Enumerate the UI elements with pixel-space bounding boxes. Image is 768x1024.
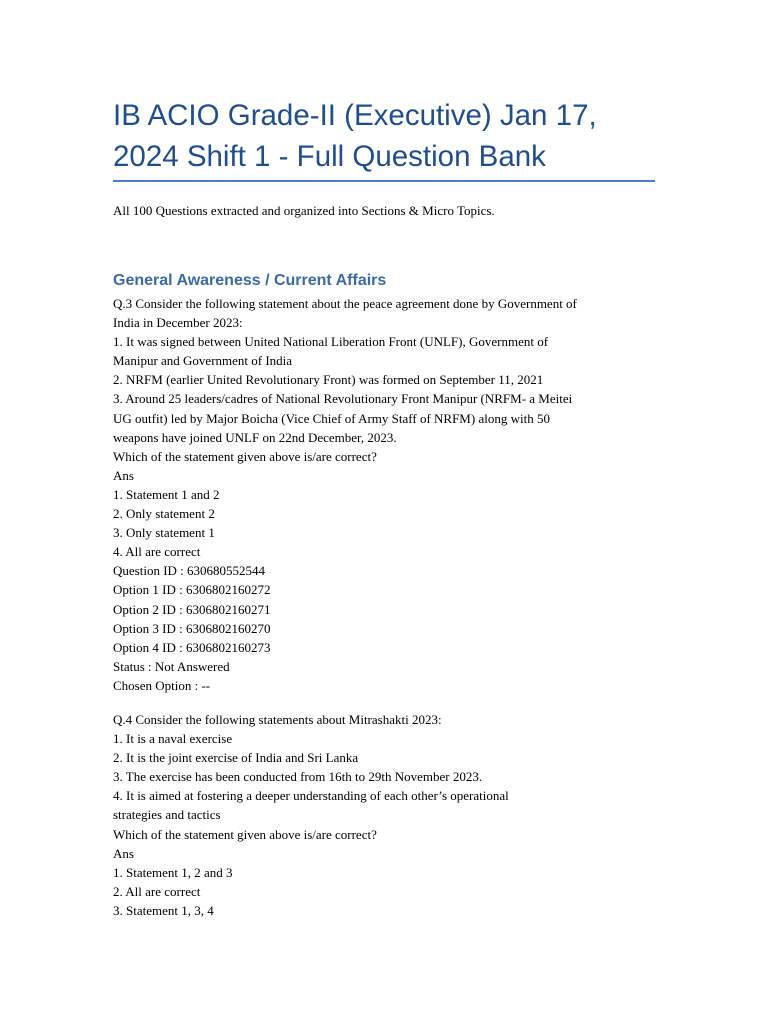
q4-line: 1. Statement 1, 2 and 3 xyxy=(113,864,233,880)
q3-line: Option 3 ID : 6306802160270 xyxy=(113,620,271,636)
title-line-2: 2024 Shift 1 - Full Question Bank xyxy=(113,140,546,173)
question-4 xyxy=(113,710,658,920)
q3-line: 4. All are correct xyxy=(113,544,201,560)
intro-text: All 100 Questions extracted and organized into Sections & Micro Topics. xyxy=(113,203,495,218)
q3-line: Which of the statement given above is/are correct? xyxy=(113,448,377,464)
q3-line: Option 4 ID : 6306802160273 xyxy=(113,639,271,655)
q4-line: Which of the statement given above is/are correct? xyxy=(113,826,377,842)
q4-line: Ans xyxy=(113,845,134,861)
q3-line: India in December 2023: xyxy=(113,315,243,331)
q3-line: Manipur and Government of India xyxy=(113,353,293,369)
q3-line: Option 2 ID : 6306802160271 xyxy=(113,601,271,617)
q4-line: 1. It is a naval exercise xyxy=(113,731,233,747)
q3-line: Ans xyxy=(113,467,134,483)
q3-line: 2. Only statement 2 xyxy=(113,506,215,522)
title-divider xyxy=(113,180,655,182)
section-heading: General Awareness / Current Affairs xyxy=(113,272,387,289)
q3-line: Question ID : 630680552544 xyxy=(113,563,266,579)
q4-line: 3. The exercise has been conducted from 16th to 29th November 2023. xyxy=(113,769,483,785)
q4-line: Q.4 Consider the following statements about Mitrashakti 2023: xyxy=(113,712,442,727)
q4-line: strategies and tactics xyxy=(113,807,221,823)
q4-line: 4. It is aimed at fostering a deeper understanding of each other’s operational xyxy=(113,788,509,804)
q4-line: 3. Statement 1, 3, 4 xyxy=(113,902,214,918)
q3-line: 1. Statement 1 and 2 xyxy=(113,486,220,502)
q4-line: 2. All are correct xyxy=(113,883,201,899)
q3-line: Chosen Option : -- xyxy=(113,677,211,693)
q3-line: 3. Around 25 leaders/cadres of National Revolutionary Front Manipur (NRFM- a Meitei xyxy=(113,391,573,407)
q3-line: 3. Only statement 1 xyxy=(113,525,215,541)
q4-line: 2. It is the joint exercise of India and Sri Lanka xyxy=(113,750,359,766)
document-title xyxy=(113,95,673,177)
q3-line: 1. It was signed between United National Liberation Front (UNLF), Government of xyxy=(113,334,549,350)
title-line-1: IB ACIO Grade-II (Executive) Jan 17, xyxy=(113,99,597,132)
q3-line: Status : Not Answered xyxy=(113,658,230,674)
question-3 xyxy=(113,294,658,695)
q3-line: 2. NRFM (earlier United Revolutionary Front) was formed on September 11, 2021 xyxy=(113,372,544,388)
q3-line: Option 1 ID : 6306802160272 xyxy=(113,582,271,598)
q3-line: UG outfit) led by Major Boicha (Vice Chief of Army Staff of NRFM) along with 50 xyxy=(113,410,550,426)
q3-line: Q.3 Consider the following statement about the peace agreement done by Government of xyxy=(113,296,577,311)
q3-line: weapons have joined UNLF on 22nd December, 2023. xyxy=(113,429,397,445)
